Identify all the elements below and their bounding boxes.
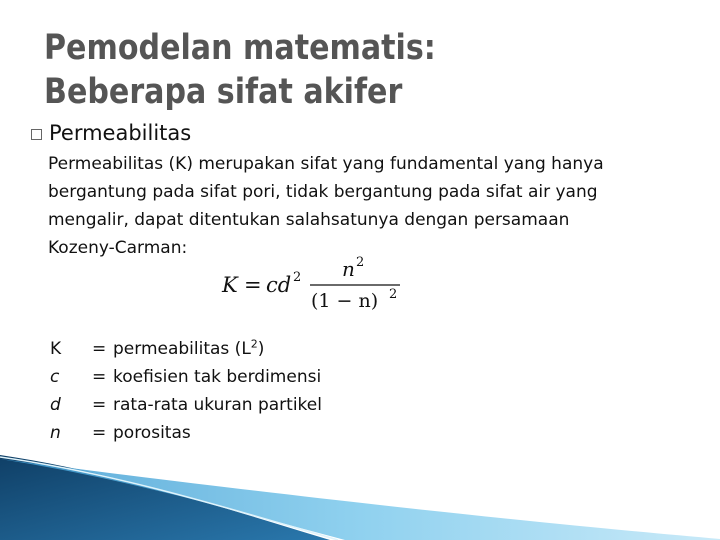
formula-coefficient: cd (266, 273, 292, 297)
formula-lhs: K (222, 273, 238, 297)
definition-equals: = (92, 395, 107, 415)
definition-symbol: d (50, 395, 61, 415)
formula-numerator-exponent: 2 (356, 255, 365, 270)
paragraph-line-1: Permeabilitas (K) merupakan sifat yang fundamental yang hanya (48, 154, 604, 174)
paragraph-line-4: Kozeny-Carman: (48, 238, 188, 258)
checkbox-bullet-icon (31, 129, 42, 140)
formula-equals: = (244, 273, 262, 297)
definition-label: permeabilitas (L (113, 339, 251, 359)
definition-suffix: ) (257, 339, 265, 359)
definition-equals: = (92, 339, 107, 359)
paragraph-line-3: mengalir, dapat ditentukan salahsatunya dengan persamaan (48, 210, 570, 230)
definition-text: koefisien tak berdimensi (113, 367, 322, 387)
definition-superscript: 2 (250, 337, 258, 351)
definition-text (113, 335, 264, 363)
slide-title-line-1: Pemodelan matematis: (44, 28, 436, 68)
bullet-text: Permeabilitas (49, 121, 192, 145)
formula-denominator-exponent: 2 (389, 287, 398, 302)
decorative-footer-wave (0, 455, 720, 540)
kozeny-carman-formula (218, 255, 408, 315)
paragraph-line-2: bergantung pada sifat pori, tidak bergantung pada sifat air yang (48, 182, 598, 202)
definition-symbol: n (50, 423, 61, 443)
definition-equals: = (92, 367, 107, 387)
definition-symbol: K (50, 339, 62, 359)
slide-title (44, 26, 436, 114)
formula-denominator: (1 − n) (311, 290, 379, 312)
definition-equals: = (92, 423, 107, 443)
slide-title-line-2: Beberapa sifat akifer (44, 72, 403, 112)
description-paragraph (48, 150, 688, 262)
formula-numerator: n (342, 257, 355, 281)
formula-coefficient-exponent: 2 (293, 270, 302, 285)
definition-text: porositas (113, 423, 191, 443)
definition-text: rata-rata ukuran partikel (113, 395, 322, 415)
bullet-item (31, 119, 191, 147)
definition-symbol: c (50, 367, 60, 387)
